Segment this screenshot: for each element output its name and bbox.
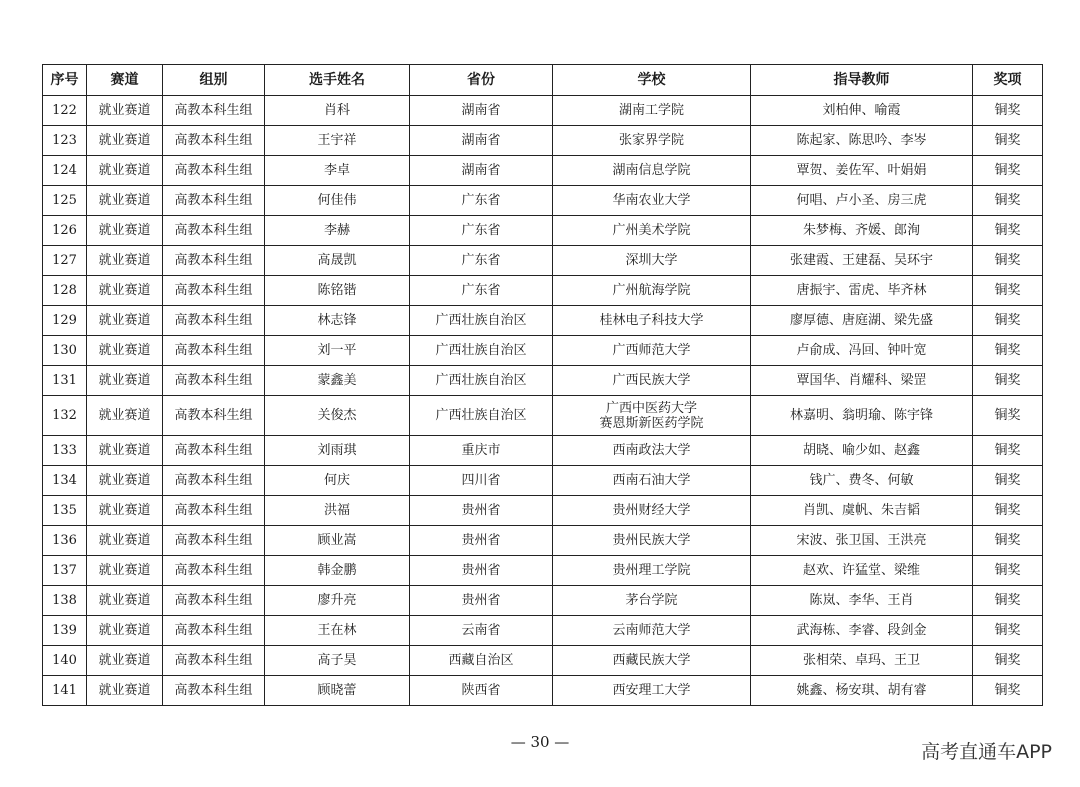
cell-group: 高教本科生组: [163, 616, 265, 646]
cell-name: 关俊杰: [265, 396, 410, 436]
school-line: 西藏民族大学: [612, 653, 691, 668]
cell-track: 就业赛道: [87, 306, 163, 336]
school-line: 张家界学院: [618, 133, 684, 148]
school-line: 贵州民族大学: [612, 533, 691, 548]
cell-province: 重庆市: [410, 436, 553, 466]
cell-track: 就业赛道: [87, 156, 163, 186]
cell-teachers: 武海栋、李睿、段剑金: [751, 616, 973, 646]
cell-school: [553, 616, 751, 646]
cell-group: 高教本科生组: [163, 646, 265, 676]
cell-track: 就业赛道: [87, 556, 163, 586]
cell-no: 132: [43, 396, 87, 436]
cell-school: [553, 276, 751, 306]
cell-school: [553, 396, 751, 436]
header-teachers: 指导教师: [751, 65, 973, 96]
table-row: [43, 496, 1043, 526]
cell-group: 高教本科生组: [163, 246, 265, 276]
cell-group: 高教本科生组: [163, 276, 265, 306]
table-row: [43, 216, 1043, 246]
cell-name: 肖科: [265, 96, 410, 126]
cell-school: [553, 556, 751, 586]
cell-award: 铜奖: [973, 156, 1043, 186]
cell-teachers: 朱梦梅、齐媛、郎洵: [751, 216, 973, 246]
table-row: [43, 526, 1043, 556]
table-body: [43, 96, 1043, 706]
cell-award: 铜奖: [973, 96, 1043, 126]
cell-no: 126: [43, 216, 87, 246]
cell-province: 广东省: [410, 186, 553, 216]
cell-award: 铜奖: [973, 276, 1043, 306]
header-award: 奖项: [973, 65, 1043, 96]
cell-name: 顾晓蕾: [265, 676, 410, 706]
cell-province: 贵州省: [410, 556, 553, 586]
cell-teachers: 覃国华、肖耀科、梁罡: [751, 366, 973, 396]
table-row: [43, 276, 1043, 306]
cell-track: 就业赛道: [87, 246, 163, 276]
cell-teachers: 卢俞成、冯回、钟叶宽: [751, 336, 973, 366]
school-line: 深圳大学: [625, 253, 678, 268]
cell-school: [553, 186, 751, 216]
table-row: [43, 96, 1043, 126]
cell-no: 133: [43, 436, 87, 466]
cell-school: [553, 586, 751, 616]
cell-group: 高教本科生组: [163, 436, 265, 466]
cell-track: 就业赛道: [87, 496, 163, 526]
cell-no: 124: [43, 156, 87, 186]
cell-name: 王宇祥: [265, 126, 410, 156]
cell-group: 高教本科生组: [163, 216, 265, 246]
table-row: [43, 366, 1043, 396]
cell-award: 铜奖: [973, 646, 1043, 676]
header-no: 序号: [43, 65, 87, 96]
school-line: 西南政法大学: [612, 443, 691, 458]
cell-no: 134: [43, 466, 87, 496]
school-line: 广西民族大学: [612, 373, 691, 388]
cell-name: 韩金鹏: [265, 556, 410, 586]
school-line: 湖南工学院: [618, 103, 684, 118]
cell-teachers: 陈起家、陈思吟、李岑: [751, 126, 973, 156]
cell-award: 铜奖: [973, 186, 1043, 216]
cell-name: 李卓: [265, 156, 410, 186]
cell-teachers: 宋波、张卫国、王洪亮: [751, 526, 973, 556]
school-line: 桂林电子科技大学: [599, 313, 704, 328]
cell-group: 高教本科生组: [163, 306, 265, 336]
cell-name: 顾业嵩: [265, 526, 410, 556]
cell-name: 李赫: [265, 216, 410, 246]
cell-group: 高教本科生组: [163, 466, 265, 496]
cell-track: 就业赛道: [87, 126, 163, 156]
cell-province: 四川省: [410, 466, 553, 496]
school-line: 云南师范大学: [612, 623, 691, 638]
header-school: 学校: [553, 65, 751, 96]
cell-school: [553, 246, 751, 276]
cell-track: 就业赛道: [87, 616, 163, 646]
cell-track: 就业赛道: [87, 646, 163, 676]
cell-no: 136: [43, 526, 87, 556]
cell-award: 铜奖: [973, 126, 1043, 156]
cell-track: 就业赛道: [87, 186, 163, 216]
school-line: 贵州财经大学: [612, 503, 691, 518]
cell-name: 廖升亮: [265, 586, 410, 616]
cell-province: 西藏自治区: [410, 646, 553, 676]
header-track: 赛道: [87, 65, 163, 96]
cell-no: 122: [43, 96, 87, 126]
cell-award: 铜奖: [973, 526, 1043, 556]
cell-teachers: 张建霞、王建磊、吴环宇: [751, 246, 973, 276]
school-line: 湖南信息学院: [612, 163, 691, 178]
table-row: [43, 306, 1043, 336]
awards-table: [42, 64, 1043, 706]
cell-award: 铜奖: [973, 496, 1043, 526]
school-line: 贵州理工学院: [612, 563, 691, 578]
cell-award: 铜奖: [973, 436, 1043, 466]
cell-province: 广东省: [410, 246, 553, 276]
table-row: [43, 466, 1043, 496]
table-row: [43, 556, 1043, 586]
table-row: [43, 246, 1043, 276]
cell-province: 广西壮族自治区: [410, 336, 553, 366]
table-header-row: [43, 65, 1043, 96]
header-group: 组别: [163, 65, 265, 96]
cell-award: 铜奖: [973, 366, 1043, 396]
cell-award: 铜奖: [973, 556, 1043, 586]
table-row: [43, 336, 1043, 366]
cell-group: 高教本科生组: [163, 586, 265, 616]
cell-group: 高教本科生组: [163, 526, 265, 556]
cell-school: [553, 216, 751, 246]
school-line: 广西师范大学: [612, 343, 691, 358]
cell-group: 高教本科生组: [163, 556, 265, 586]
cell-track: 就业赛道: [87, 526, 163, 556]
cell-province: 贵州省: [410, 496, 553, 526]
table-row: [43, 126, 1043, 156]
table-row: [43, 396, 1043, 436]
cell-province: 广西壮族自治区: [410, 306, 553, 336]
cell-province: 贵州省: [410, 526, 553, 556]
cell-group: 高教本科生组: [163, 366, 265, 396]
cell-award: 铜奖: [973, 466, 1043, 496]
cell-teachers: 陈岚、李华、王肖: [751, 586, 973, 616]
cell-teachers: 林嘉明、翁明瑜、陈宇锋: [751, 396, 973, 436]
cell-no: 131: [43, 366, 87, 396]
cell-award: 铜奖: [973, 586, 1043, 616]
cell-teachers: 胡晓、喻少如、赵鑫: [751, 436, 973, 466]
school-line: 广州美术学院: [612, 223, 691, 238]
cell-name: 何庆: [265, 466, 410, 496]
school-line: 广西中医药大学: [605, 400, 697, 416]
cell-school: [553, 96, 751, 126]
cell-award: 铜奖: [973, 246, 1043, 276]
table-row: [43, 676, 1043, 706]
cell-school: [553, 156, 751, 186]
cell-no: 140: [43, 646, 87, 676]
cell-no: 123: [43, 126, 87, 156]
cell-teachers: 姚鑫、杨安琪、胡有睿: [751, 676, 973, 706]
cell-name: 高子昊: [265, 646, 410, 676]
cell-no: 137: [43, 556, 87, 586]
cell-name: 刘一平: [265, 336, 410, 366]
cell-track: 就业赛道: [87, 216, 163, 246]
cell-province: 广西壮族自治区: [410, 396, 553, 436]
cell-teachers: 覃贺、姜佐军、叶娟娟: [751, 156, 973, 186]
cell-name: 陈铭锴: [265, 276, 410, 306]
cell-province: 广东省: [410, 216, 553, 246]
cell-group: 高教本科生组: [163, 186, 265, 216]
cell-no: 139: [43, 616, 87, 646]
school-line: 广州航海学院: [612, 283, 691, 298]
school-line: 赛恩斯新医药学院: [599, 415, 704, 431]
cell-school: [553, 676, 751, 706]
cell-award: 铜奖: [973, 616, 1043, 646]
cell-award: 铜奖: [973, 306, 1043, 336]
cell-track: 就业赛道: [87, 276, 163, 306]
table-row: [43, 186, 1043, 216]
cell-group: 高教本科生组: [163, 96, 265, 126]
cell-group: 高教本科生组: [163, 336, 265, 366]
cell-group: 高教本科生组: [163, 496, 265, 526]
cell-name: 高晟凯: [265, 246, 410, 276]
cell-track: 就业赛道: [87, 436, 163, 466]
cell-award: 铜奖: [973, 396, 1043, 436]
cell-no: 138: [43, 586, 87, 616]
cell-track: 就业赛道: [87, 586, 163, 616]
school-line: 茅台学院: [625, 593, 678, 608]
table-row: [43, 156, 1043, 186]
cell-teachers: 钱广、费冬、何敏: [751, 466, 973, 496]
watermark-text: 高考直通车APP: [921, 741, 1052, 763]
table-row: [43, 436, 1043, 466]
cell-school: [553, 126, 751, 156]
cell-province: 湖南省: [410, 96, 553, 126]
cell-no: 130: [43, 336, 87, 366]
cell-province: 陕西省: [410, 676, 553, 706]
cell-no: 129: [43, 306, 87, 336]
school-line: 西南石油大学: [612, 473, 691, 488]
cell-group: 高教本科生组: [163, 676, 265, 706]
school-line: 华南农业大学: [612, 193, 691, 208]
cell-province: 湖南省: [410, 156, 553, 186]
cell-no: 127: [43, 246, 87, 276]
cell-province: 湖南省: [410, 126, 553, 156]
cell-group: 高教本科生组: [163, 396, 265, 436]
cell-track: 就业赛道: [87, 676, 163, 706]
table-row: [43, 646, 1043, 676]
cell-group: 高教本科生组: [163, 126, 265, 156]
cell-province: 广东省: [410, 276, 553, 306]
cell-school: [553, 646, 751, 676]
cell-track: 就业赛道: [87, 396, 163, 436]
cell-school: [553, 526, 751, 556]
cell-name: 刘雨琪: [265, 436, 410, 466]
cell-school: [553, 366, 751, 396]
cell-teachers: 刘柏伸、喻霞: [751, 96, 973, 126]
cell-teachers: 赵欢、许猛堂、梁维: [751, 556, 973, 586]
cell-province: 云南省: [410, 616, 553, 646]
cell-name: 林志锋: [265, 306, 410, 336]
cell-name: 王在林: [265, 616, 410, 646]
cell-no: 141: [43, 676, 87, 706]
cell-teachers: 唐振宇、雷虎、毕齐林: [751, 276, 973, 306]
cell-name: 洪福: [265, 496, 410, 526]
cell-school: [553, 466, 751, 496]
cell-teachers: 廖厚德、唐庭湖、梁先盛: [751, 306, 973, 336]
cell-award: 铜奖: [973, 216, 1043, 246]
cell-track: 就业赛道: [87, 336, 163, 366]
cell-track: 就业赛道: [87, 96, 163, 126]
cell-no: 125: [43, 186, 87, 216]
cell-teachers: 肖凯、虞帆、朱吉韬: [751, 496, 973, 526]
cell-name: 蒙鑫美: [265, 366, 410, 396]
cell-province: 广西壮族自治区: [410, 366, 553, 396]
cell-award: 铜奖: [973, 336, 1043, 366]
cell-teachers: 何唱、卢小圣、房三虎: [751, 186, 973, 216]
cell-no: 135: [43, 496, 87, 526]
cell-track: 就业赛道: [87, 466, 163, 496]
cell-no: 128: [43, 276, 87, 306]
cell-school: [553, 306, 751, 336]
cell-name: 何佳伟: [265, 186, 410, 216]
table-row: [43, 616, 1043, 646]
table-row: [43, 586, 1043, 616]
cell-province: 贵州省: [410, 586, 553, 616]
cell-school: [553, 496, 751, 526]
cell-school: [553, 436, 751, 466]
header-name: 选手姓名: [265, 65, 410, 96]
header-province: 省份: [410, 65, 553, 96]
cell-school: [553, 336, 751, 366]
cell-track: 就业赛道: [87, 366, 163, 396]
school-line: 西安理工大学: [612, 683, 691, 698]
cell-group: 高教本科生组: [163, 156, 265, 186]
cell-teachers: 张相荣、卓玛、王卫: [751, 646, 973, 676]
page-number: — 30 —: [510, 733, 570, 751]
cell-award: 铜奖: [973, 676, 1043, 706]
